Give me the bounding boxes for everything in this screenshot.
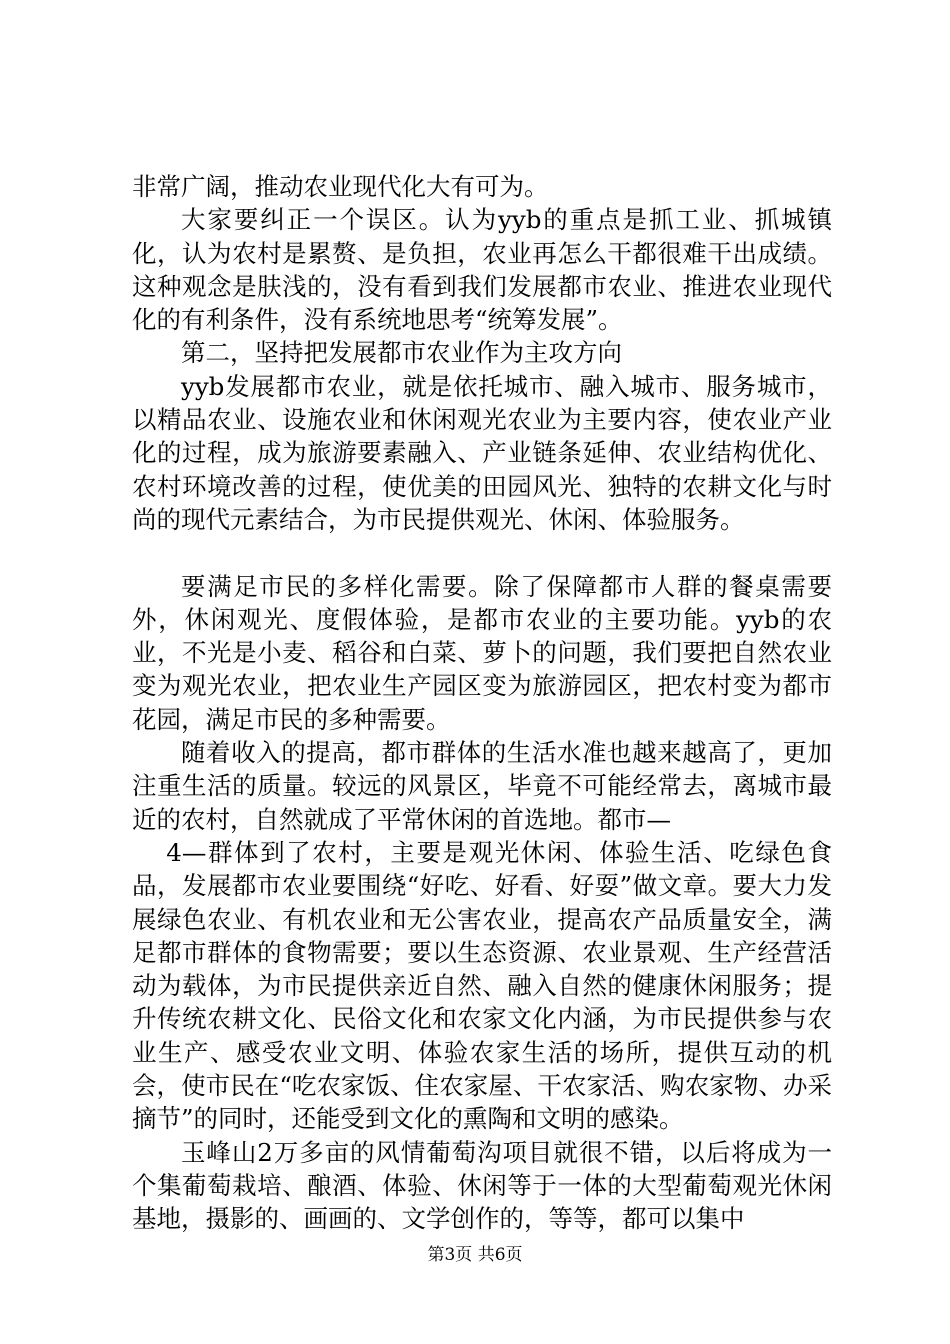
- paragraph-income-rise: 随着收入的提高，都市群体的生活水准也越来越高了，更加注重生活的质量。较远的风景区，毕竟不可能经常去，离城市最近的农村，自然就成了平常休闲的首选地。都市—: [132, 738, 832, 834]
- paragraph-diverse-needs: 要满足市民的多样化需要。除了保障都市人群的餐桌需要外，休闲观光、度假体验，是都市农业的主要功能。yyb的农业，不光是小麦、稻谷和白菜、萝卜的问题，我们要把自然农业变为观光农业，把农业生产园区变为旅游园区，把农村变为都市花园，满足市民的多种需要。: [132, 571, 832, 734]
- paragraph-yufengshan: 玉峰山2万多亩的风情葡萄沟项目就很不错，以后将成为一个集葡萄栽培、酿酒、体验、休闲等于一体的大型葡萄观光休闲基地，摄影的、画画的、文学创作的，等等，都可以集中: [132, 1137, 832, 1234]
- document-body: [132, 170, 832, 1236]
- paragraph-misconception: 大家要纠正一个误区。认为yyb的重点是抓工业、抓城镇化，认为农村是累赘、是负担，农业再怎么干都很难干出成绩。这种观念是肤浅的，没有看到我们发展都市农业、推进农业现代化的有利条件，没有系统地思考“统筹发展”。: [132, 205, 832, 335]
- paragraph-urban-agriculture: yyb发展都市农业，就是依托城市、融入城市、服务城市，以精品农业、设施农业和休闲观光农业为主要内容，使农业产业化的过程，成为旅游要素融入、产业链条延伸、农业结构优化、农村环境改善的过程，使优美的田园风光、独特的农耕文化与时尚的现代元素结合，为市民提供观光、休闲、体验服务。: [132, 371, 832, 534]
- paragraph-rural-visit: 4—群体到了农村，主要是观光休闲、体验生活、吃绿色食品，发展都市农业要围绕“好吃、好看、好耍”做文章。要大力发展绿色农业、有机农业和无公害农业，提高农产品质量安全，满足都市群体的食物需要；要以生态资源、农业景观、生产经营活动为载体，为市民提供亲近自然、融入自然的健康休闲服务；提升传统农耕文化、民俗文化和农家文化内涵，为市民提供参与农业生产、感受农业文明、体验农家生活的场所，提供互动的机会，使市民在“吃农家饭、住农家屋、干农家活、购农家物、办采摘节”的同时，还能受到文化的熏陶和文明的感染。: [132, 837, 832, 1134]
- blank-line: [132, 536, 832, 569]
- paragraph-continuation: 非常广阔，推动农业现代化大有可为。: [132, 172, 549, 201]
- section-heading-second: 第二，坚持把发展都市农业作为主攻方向: [181, 338, 622, 368]
- page-number-footer: 第3页 共6页: [427, 1245, 523, 1265]
